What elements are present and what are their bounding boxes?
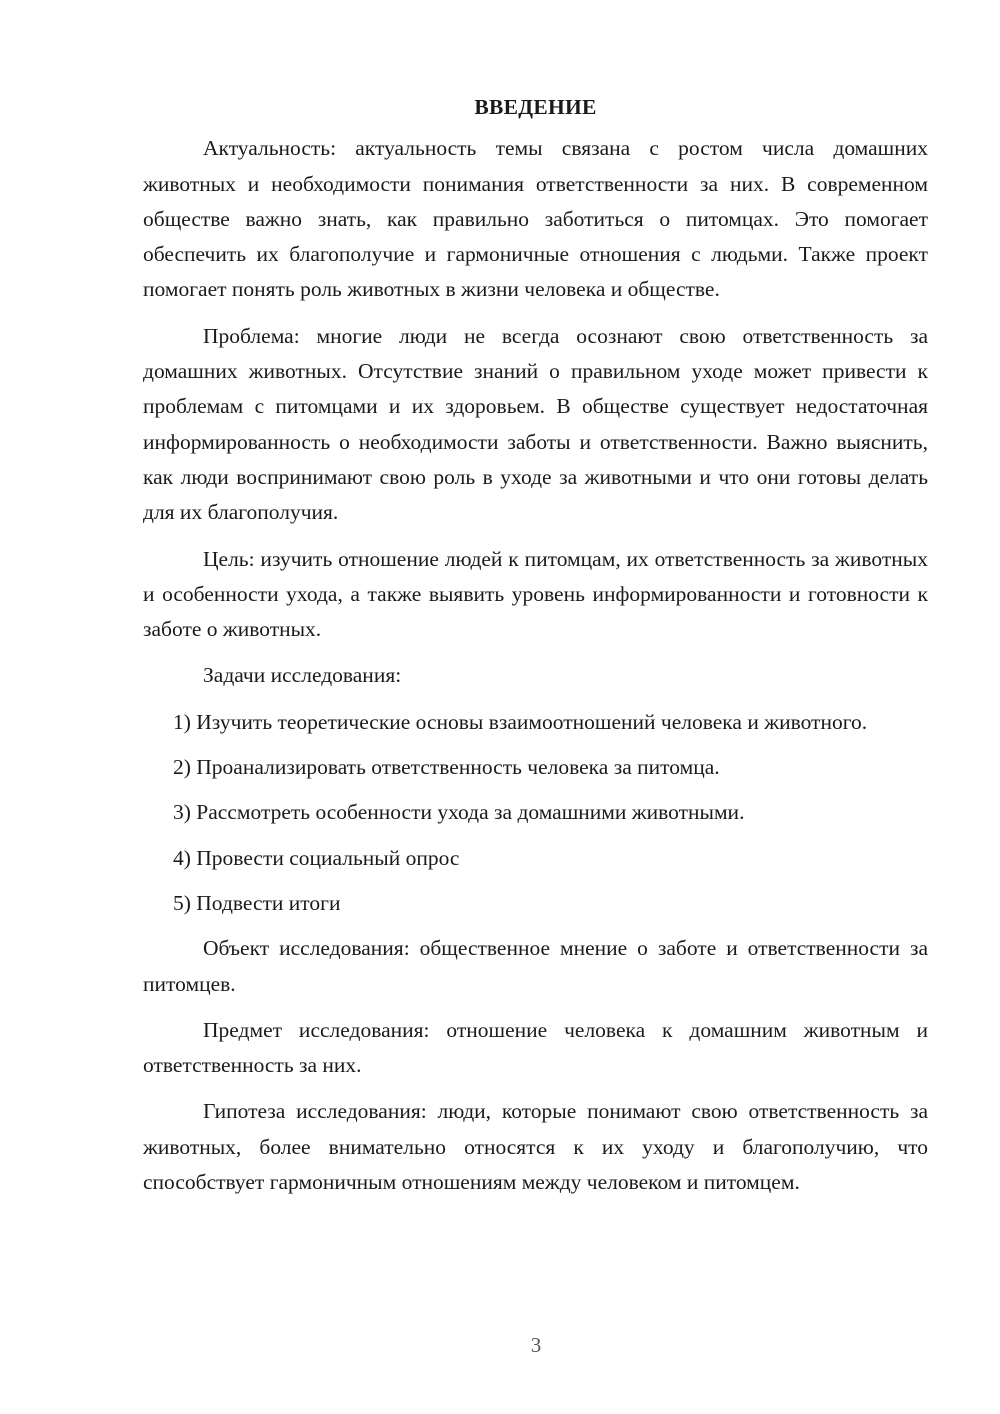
list-item: 3) Рассмотреть особенности ухода за домашними животными. — [173, 800, 745, 825]
page-title: ВВЕДЕНИЕ — [474, 95, 597, 119]
paragraph-problem: Проблема: многие люди не всегда осознают свою ответственность за домашних животных. Отсутствие знаний о правильном уходе может привести к проблемам с питомцами и их здоровьем. В обществе существует недостаточная информированность о необходимости заботы и ответственности. Важно выяснить, как люди воспринимают свою роль в уходе за животными и что они готовы делать для их благополучия. — [143, 323, 928, 525]
list-item: 4) Провести социальный опрос — [173, 845, 460, 870]
page-number: 3 — [530, 1333, 542, 1357]
paragraph-relevance: Актуальность: актуальность темы связана с ростом числа домашних животных и необходимости понимания ответственности за них. В современном обществе важно знать, как правильно заботиться о питомцах. Это помогает обеспечить их благополучие и гармоничные отношения с людьми. Также проект помогает понять роль животных в жизни человека и обществе. — [143, 136, 928, 302]
tasks-heading: Задачи исследования: — [203, 663, 402, 688]
paragraph-hypothesis: Гипотеза исследования: люди, которые понимают свою ответственность за животных, более внимательно относятся к их уходу и благополучию, что способствует гармоничным отношениям между человеком и питомцем. — [143, 1099, 928, 1195]
tasks-list — [143, 705, 928, 921]
list-item: 2) Проанализировать ответственность человека за питомца. — [173, 755, 720, 780]
list-item: 5) Подвести итоги — [173, 890, 341, 915]
paragraph-object: Объект исследования: общественное мнение о заботе и ответственности за питомцев. — [143, 936, 928, 996]
paragraph-subject: Предмет исследования: отношение человека к домашним животным и ответственность за них. — [143, 1017, 928, 1078]
document-page — [143, 90, 928, 1211]
list-item: 1) Изучить теоретические основы взаимоотношений человека и животного. — [173, 709, 868, 734]
paragraph-goal: Цель: изучить отношение людей к питомцам, их ответственность за животных и особенности ухода, а также выявить уровень информированности и готовности к заботе о животных. — [143, 546, 928, 642]
